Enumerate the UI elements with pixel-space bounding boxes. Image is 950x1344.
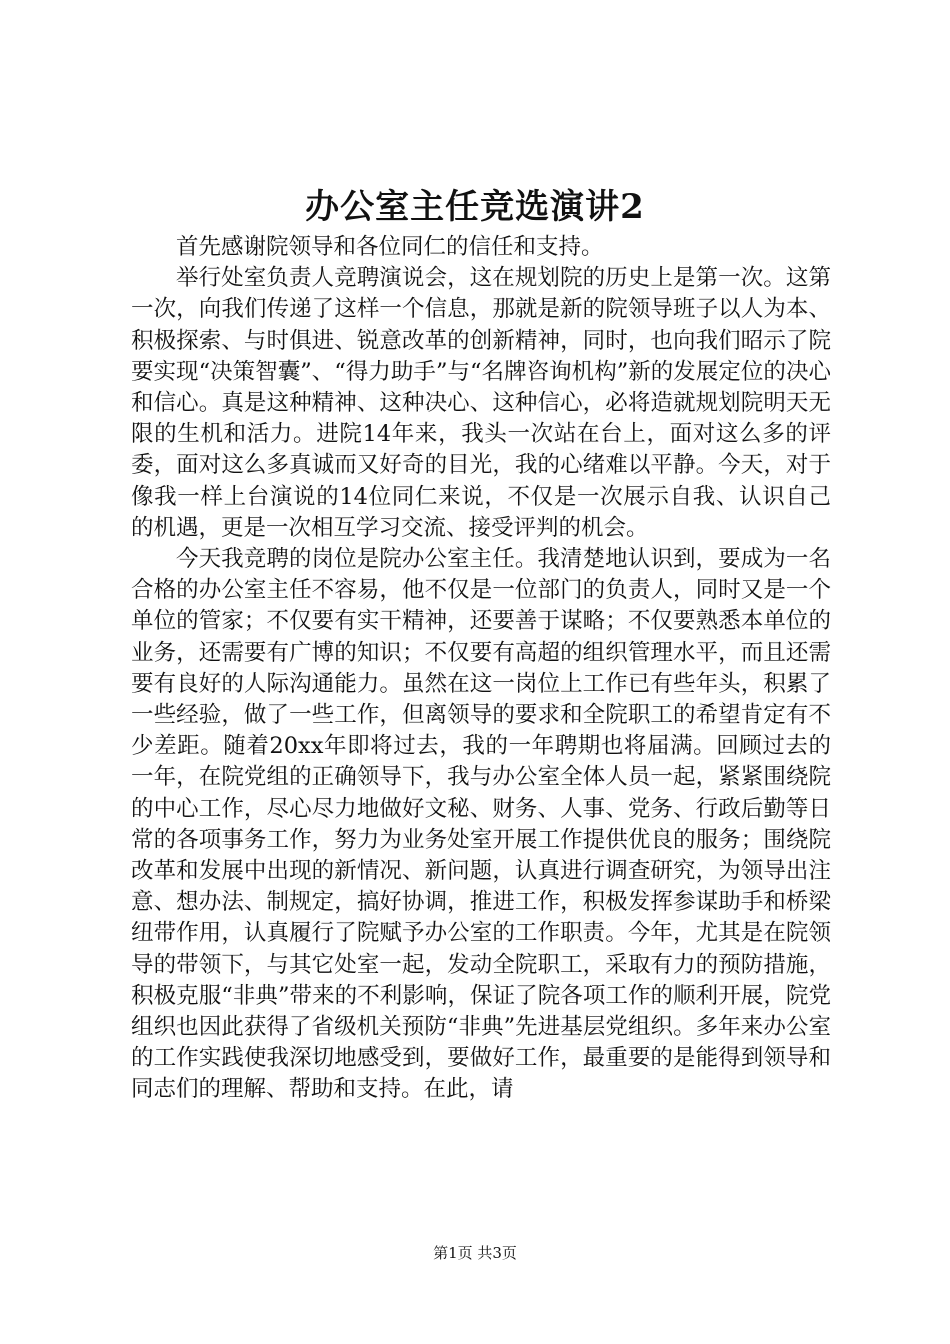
paragraph: 举行处室负责人竞聘演说会，这在规划院的历史上是第一次。这第一次，向我们传递了这样一个信息，那就是新的院领导班子以人为本、积极探索、与时俱进、锐意改革的创新精神，同时，也向我们昭示了院要实现“决策智囊”、“得力助手”与“名牌咨询机构”新的发展定位的决心和信心。真是这种精神、这种决心、这种信心，必将造就规划院明天无限的生机和活力。进院14年来，我头一次站在台上，面对这么多的评委，面对这么多真诚而又好奇的目光，我的心绪难以平静。今天，对于像我一样上台演说的14位同仁来说，不仅是一次展示自我、认识自己的机遇，更是一次相互学习交流、接受评判的机会。 — [131, 265, 831, 541]
paragraph: 首先感谢院领导和各位同仁的信任和支持。 — [176, 234, 604, 260]
paragraph: 今天我竞聘的岗位是院办公室主任。我清楚地认识到，要成为一名合格的办公室主任不容易，他不仅是一位部门的负责人，同时又是一个单位的管家；不仅要有实干精神，还要善于谋略；不仅要熟悉本单位的业务，还需要有广博的知识；不仅要有高超的组织管理水平，而且还需要有良好的人际沟通能力。虽然在这一岗位上工作已有些年头，积累了一些经验，做了一些工作，但离领导的要求和全院职工的希望肯定有不少差距。随着20xx年即将过去，我的一年聘期也将届满。回顾过去的一年，在院党组的正确领导下，我与办公室全体人员一起，紧紧围绕院的中心工作，尽心尽力地做好文秘、财务、人事、党务、行政后勤等日常的各项事务工作，努力为业务处室开展工作提供优良的服务；围绕院改革和发展中出现的新情况、新问题，认真进行调查研究，为领导出注意、想办法、制规定，搞好协调，推进工作，积极发挥参谋助手和桥梁纽带作用，认真履行了院赋予办公室的工作职责。今年，尤其是在院领导的带领下，与其它处室一起，发动全院职工，采取有力的预防措施，积极克服“非典”带来的不利影响，保证了院各项工作的顺利开展，院党组织也因此获得了省级机关预防“非典”先进基层党组织。多年来办公室的工作实践使我深切地感受到，要做好工作，最重要的是能得到领导和同志们的理解、帮助和支持。在此，请 — [131, 546, 831, 1103]
document-body — [131, 232, 831, 1106]
document-title: 办公室主任竞选演讲2 — [305, 187, 645, 227]
page-number-footer: 第1页 共3页 — [433, 1244, 517, 1262]
